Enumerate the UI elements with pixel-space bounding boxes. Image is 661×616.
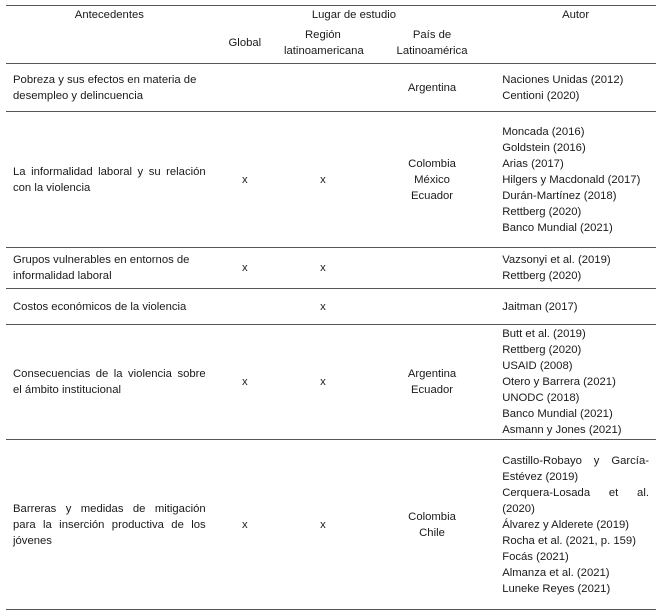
global-cell xyxy=(213,64,277,112)
region-cell: x xyxy=(277,325,369,440)
autor-entry: Butt et al. (2019) xyxy=(502,328,586,340)
autor-cell xyxy=(495,112,656,248)
autor-entry: Moncada (2016) xyxy=(502,125,585,138)
autor-entry: Durán-Martínez (2018) xyxy=(502,189,617,202)
autor-entry: Rettberg (2020) xyxy=(502,344,582,356)
pais-cell: Colombia México Ecuador xyxy=(369,112,495,248)
autor-cell xyxy=(495,64,656,112)
autor-entry: Rocha et al. (2021, p. 159) xyxy=(502,534,636,547)
antecedentes-table xyxy=(6,5,656,610)
pais-cell: Colombia Chile xyxy=(369,440,495,610)
autor-entry: UNODC (2018) xyxy=(502,392,580,404)
autor-entry: Álvarez y Alderete (2019) xyxy=(502,518,630,531)
autor-entry: Luneke Reyes (2021) xyxy=(502,582,611,595)
autor-entry: Banco Mundial (2021) xyxy=(502,221,613,234)
autor-entry: Jaitman (2017) xyxy=(502,300,578,313)
antecedente-cell: Grupos vulnerables en entornos de informalidad laboral xyxy=(6,248,213,289)
table-row xyxy=(6,112,656,248)
global-cell: x xyxy=(213,112,277,248)
table-row xyxy=(6,440,656,610)
autor-entry: Banco Mundial (2021) xyxy=(502,408,613,420)
autor-cell xyxy=(495,440,656,610)
pais-cell: Argentina Ecuador xyxy=(369,325,495,440)
antecedente-cell: Costos económicos de la violencia xyxy=(6,289,213,325)
table-row xyxy=(6,289,656,325)
header-pais: País de Latinoamérica xyxy=(369,24,495,64)
region-cell: x xyxy=(277,112,369,248)
autor-cell xyxy=(495,325,656,440)
global-cell xyxy=(213,289,277,325)
pais-cell xyxy=(369,289,495,325)
table-row xyxy=(6,64,656,112)
autor-entry: Almanza et al. (2021) xyxy=(502,566,610,579)
pais-cell xyxy=(369,248,495,289)
autor-entry: Goldstein (2016) xyxy=(502,141,586,154)
autor-entry: USAID (2008) xyxy=(502,360,573,372)
autor-entry: Rettberg (2020) xyxy=(502,205,582,218)
autor-entry: Arias (2017) xyxy=(502,157,564,170)
autor-entry: Rettberg (2020) xyxy=(502,270,582,282)
global-cell: x xyxy=(213,325,277,440)
header-region: Región latinoamericana xyxy=(277,24,369,64)
autor-cell xyxy=(495,248,656,289)
pais-cell: Argentina xyxy=(369,64,495,112)
header-antecedentes: Antecedentes xyxy=(6,6,213,24)
header-lugar-de-estudio: Lugar de estudio xyxy=(213,6,495,24)
autor-entry: Focás (2021) xyxy=(502,550,569,563)
header-autor: Autor xyxy=(495,6,656,24)
autor-cell xyxy=(495,289,656,325)
autor-entry: Otero y Barrera (2021) xyxy=(502,376,616,388)
autor-entry: Naciones Unidas (2012) xyxy=(502,73,624,86)
antecedente-cell: Barreras y medidas de mitigación para la inserción productiva de los jóvenes xyxy=(6,440,213,610)
antecedente-cell: La informalidad laboral y su relación con la violencia xyxy=(6,112,213,248)
table-row xyxy=(6,325,656,440)
antecedente-cell: Consecuencias de la violencia sobre el ámbito institucional xyxy=(6,325,213,440)
autor-entry: Centioni (2020) xyxy=(502,89,580,102)
autor-entry: Hilgers y Macdonald (2017) xyxy=(502,173,641,186)
antecedente-cell: Pobreza y sus efectos en materia de desempleo y delincuencia xyxy=(6,64,213,112)
autor-entry: Asmann y Jones (2021) xyxy=(502,424,622,436)
region-cell: x xyxy=(277,248,369,289)
autor-entry: Cerquera-Losada et al. (2020) xyxy=(502,486,649,515)
region-cell xyxy=(277,64,369,112)
region-cell: x xyxy=(277,440,369,610)
autor-entry: Vazsonyi et al. (2019) xyxy=(502,254,611,266)
table-row xyxy=(6,248,656,289)
global-cell: x xyxy=(213,248,277,289)
global-cell: x xyxy=(213,440,277,610)
region-cell: x xyxy=(277,289,369,325)
autor-entry: Castillo-Robayo y García-Estévez (2019) xyxy=(502,454,649,483)
header-global: Global xyxy=(213,24,277,64)
